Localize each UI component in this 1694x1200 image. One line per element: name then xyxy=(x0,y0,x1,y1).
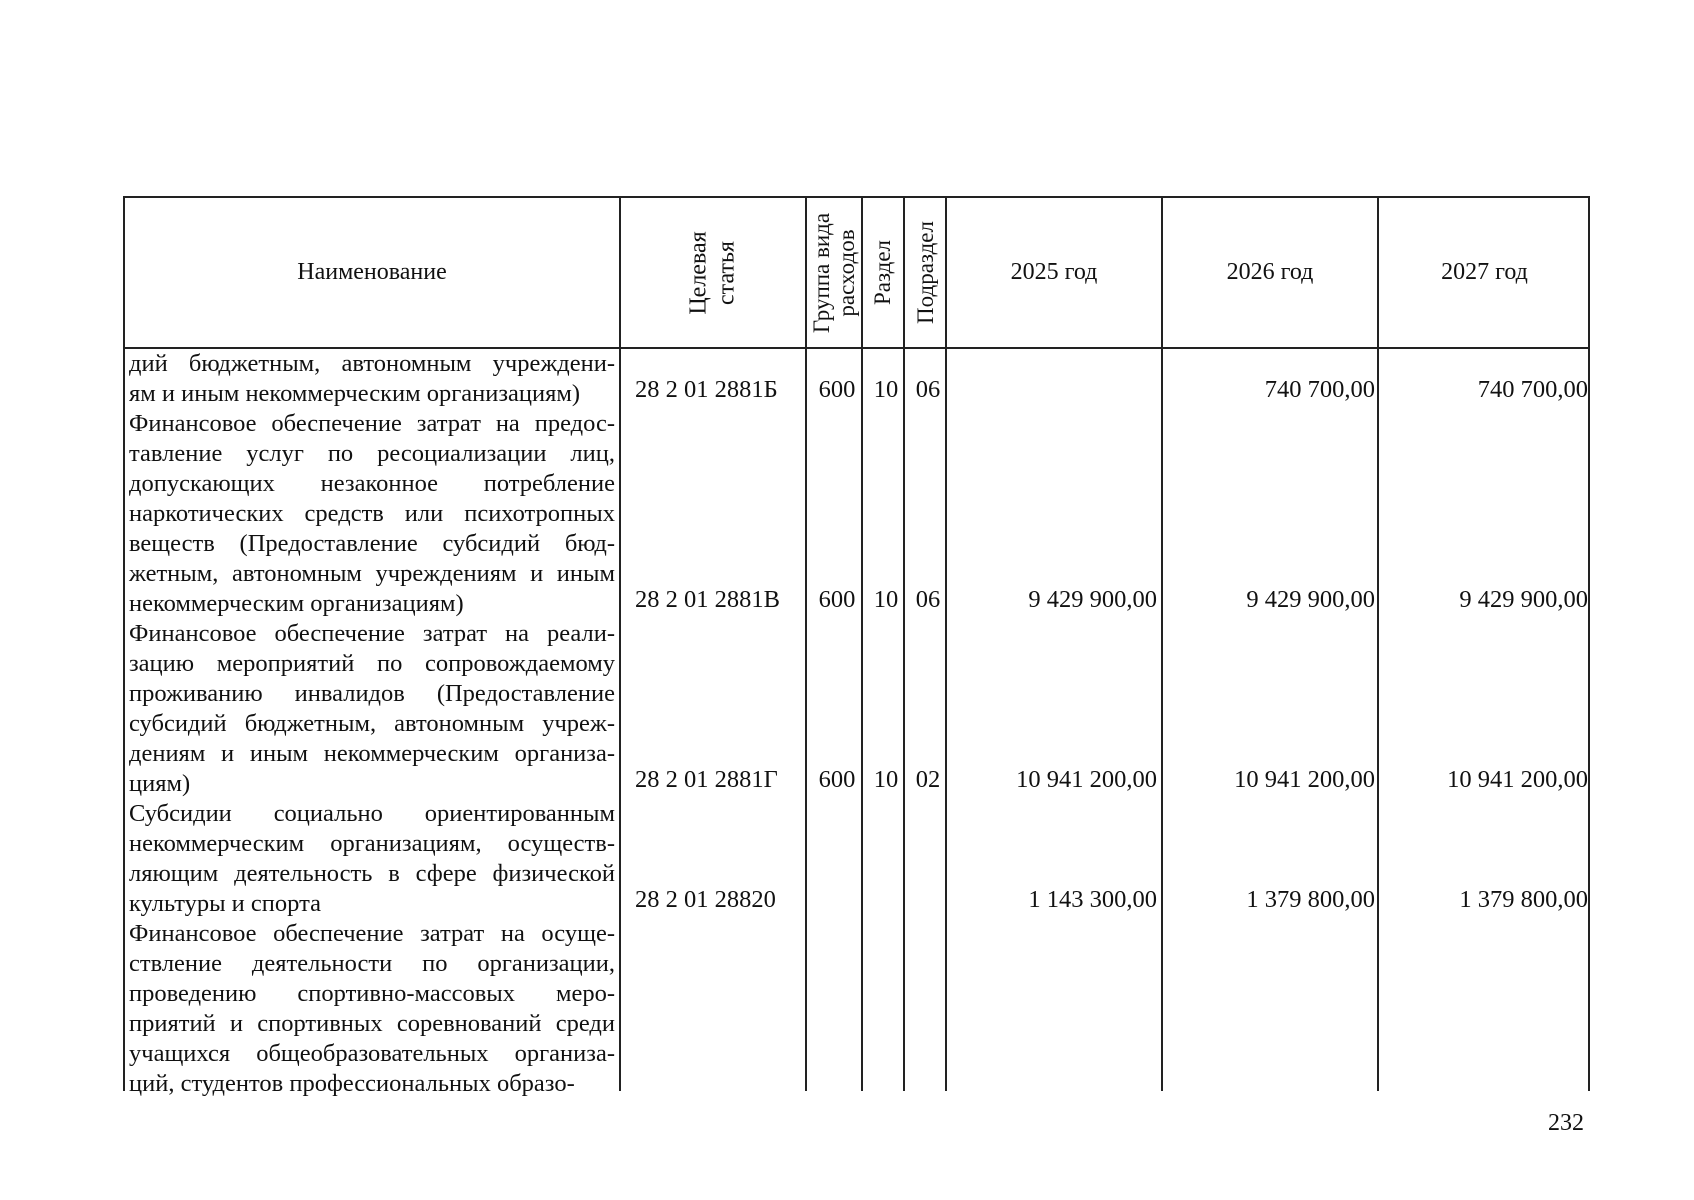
name-text-line: наркотических средств или психотропных xyxy=(129,500,615,527)
header-target-article-line2: статья xyxy=(713,240,740,305)
name-text-line: ций, студентов профессиональных образо- xyxy=(129,1070,575,1097)
section-cell: 10 xyxy=(873,766,899,793)
name-text-line: дий бюджетным, автономным учреждени- xyxy=(129,350,615,377)
target-article-cell: 28 2 01 28820 xyxy=(635,886,776,913)
section-cell: 10 xyxy=(873,376,899,403)
amount-2026-cell: 740 700,00 xyxy=(1264,376,1375,403)
budget-table xyxy=(123,196,1590,1097)
name-text-line: ляющим деятельность в сфере физической xyxy=(129,860,615,887)
header-year-2027: 2027 год xyxy=(1441,259,1528,285)
name-text-line: веществ (Предоставление субсидий бюд- xyxy=(129,530,615,557)
name-text-line: циям) xyxy=(129,770,191,797)
amount-2027-cell: 1 379 800,00 xyxy=(1459,886,1588,913)
header-section-label: Раздел xyxy=(870,239,896,306)
header-expense-group-line1: Группа вида xyxy=(809,212,835,333)
name-text-line: Финансовое обеспечение затрат на реали- xyxy=(129,620,615,647)
amount-2027-cell: 740 700,00 xyxy=(1477,376,1588,403)
amount-2026-cell: 1 379 800,00 xyxy=(1246,886,1375,913)
target-article-cell: 28 2 01 2881Б xyxy=(635,376,778,403)
header-name: Наименование xyxy=(297,259,447,285)
expense-group-cell: 600 xyxy=(818,586,856,613)
name-text-line: дениям и иным некоммерческим организа- xyxy=(129,740,615,767)
expense-group-cell: 600 xyxy=(818,376,856,403)
name-text-line: ствление деятельности по организации, xyxy=(129,950,615,977)
target-article-cell: 28 2 01 2881В xyxy=(635,586,780,613)
name-text-line: допускающих незаконное потребление xyxy=(129,470,615,497)
name-column xyxy=(129,349,615,1099)
name-text-line: Субсидии социально ориентированным xyxy=(129,800,615,827)
name-text-line: культуры и спорта xyxy=(129,890,321,917)
name-text-line: приятий и спортивных соревнований среди xyxy=(129,1010,615,1037)
name-text-line: проведению спортивно-массовых меро- xyxy=(129,980,615,1007)
amount-2026-cell: 9 429 900,00 xyxy=(1246,586,1375,613)
section-cell: 10 xyxy=(873,586,899,613)
header-target-article xyxy=(621,198,805,347)
target-article-cell: 28 2 01 2881Г xyxy=(635,766,778,793)
name-text-line: некоммерческим организациям) xyxy=(129,590,464,617)
page-number: 232 xyxy=(1548,1110,1584,1136)
name-text-line: жетным, автономным учреждениям и иным xyxy=(129,560,615,587)
name-text-line: тавление услуг по ресоциализации лиц, xyxy=(129,440,615,467)
name-text-line: зацию мероприятий по сопровождаемому xyxy=(129,650,615,677)
name-text-line: учащихся общеобразовательных организа- xyxy=(129,1040,615,1067)
header-year-2025: 2025 год xyxy=(1010,259,1098,285)
amount-2027-cell: 10 941 200,00 xyxy=(1447,766,1588,793)
name-text-line: Финансовое обеспечение затрат на предос- xyxy=(129,410,615,437)
name-text-line: проживанию инвалидов (Предоставление xyxy=(129,680,615,707)
name-text-line: некоммерческим организациям, осуществ- xyxy=(129,830,615,857)
table-header xyxy=(125,198,1588,349)
header-expense-group-line2: расходов xyxy=(834,228,860,317)
header-year-2026: 2026 год xyxy=(1226,259,1314,285)
name-text-line: Финансовое обеспечение затрат на осуще- xyxy=(129,920,615,947)
amount-2025-cell: 9 429 900,00 xyxy=(1028,586,1157,613)
amount-2025-cell: 10 941 200,00 xyxy=(1016,766,1157,793)
header-expense-group xyxy=(807,198,861,347)
amount-2025-cell: 1 143 300,00 xyxy=(1028,886,1157,913)
header-target-article-line1: Целевая xyxy=(685,230,712,315)
amount-2026-cell: 10 941 200,00 xyxy=(1234,766,1375,793)
subsection-cell: 02 xyxy=(915,766,941,793)
header-subsection xyxy=(905,198,945,347)
expense-group-cell: 600 xyxy=(818,766,856,793)
amount-2027-cell: 9 429 900,00 xyxy=(1459,586,1588,613)
header-section xyxy=(863,198,903,347)
name-text-line: субсидий бюджетным, автономным учреж- xyxy=(129,710,615,737)
name-text-line: ям и иным некоммерческим организациям) xyxy=(129,380,581,407)
header-subsection-label: Подраздел xyxy=(912,221,938,324)
subsection-cell: 06 xyxy=(915,376,941,403)
subsection-cell: 06 xyxy=(915,586,941,613)
